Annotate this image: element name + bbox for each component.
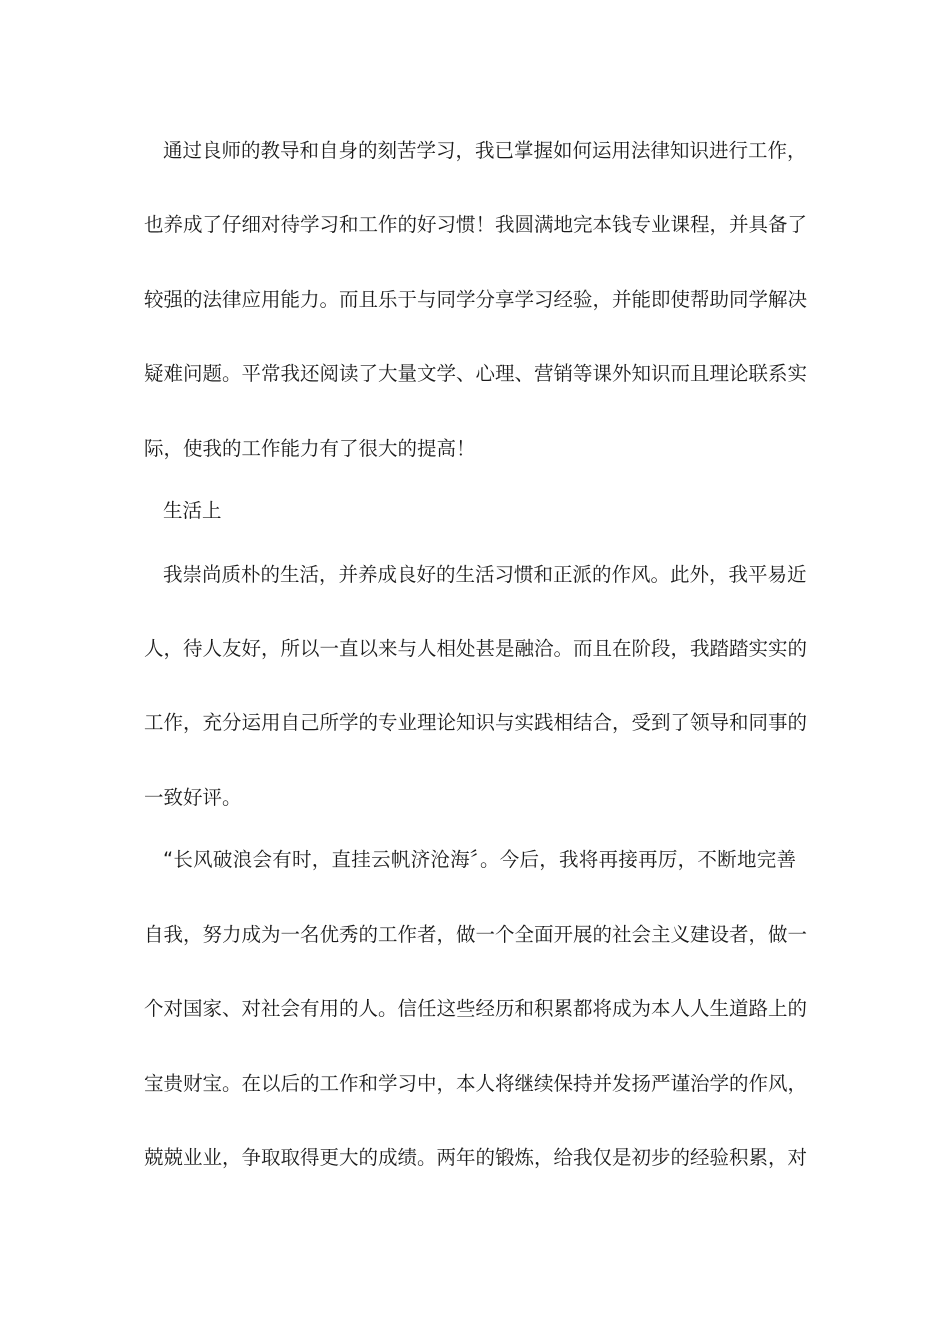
paragraph-line: 人，待人友好，所以一直以来与人相处甚是融洽。而且在阶段，我踏踏实实的 <box>144 637 808 660</box>
paragraph-line: 个对国家、对社会有用的人。信任这些经历和积累都将成为本人人生道路上的 <box>144 997 808 1020</box>
paragraph-line: 通过良师的教导和自身的刻苦学习，我已掌握如何运用法律知识进行工作， <box>163 139 807 162</box>
paragraph-line: 工作，充分运用自己所学的专业理论知识与实践相结合，受到了领导和同事的 <box>144 711 808 734</box>
paragraph-line: 一致好评。 <box>144 786 242 809</box>
paragraph-line: “长风破浪会有时，直挂云帆济沧海〞。今后，我将再接再厉，不断地完善 <box>163 848 796 871</box>
paragraph-line: 自我，努力成为一名优秀的工作者，做一个全面开展的社会主义建设者，做一 <box>144 923 808 946</box>
paragraph-line: 兢兢业业，争取取得更大的成绩。两年的锻炼，给我仅是初步的经验积累，对 <box>144 1146 808 1169</box>
paragraph-line: 较强的法律应用能力。而且乐于与同学分享学习经验，并能即使帮助同学解决 <box>144 288 808 311</box>
paragraph-line: 疑难问题。平常我还阅读了大量文学、心理、营销等课外知识而且理论联系实 <box>144 362 808 385</box>
paragraph-line: 际，使我的工作能力有了很大的提高！ <box>144 437 476 460</box>
paragraph-line: 宝贵财宝。在以后的工作和学习中，本人将继续保持并发扬严谨治学的作风， <box>144 1072 808 1095</box>
section-heading: 生活上 <box>163 499 222 522</box>
paragraph-line: 也养成了仔细对待学习和工作的好习惯！我圆满地完本钱专业课程，并具备了 <box>144 213 808 236</box>
paragraph-line: 我崇尚质朴的生活，并养成良好的生活习惯和正派的作风。此外，我平易近 <box>163 563 807 586</box>
